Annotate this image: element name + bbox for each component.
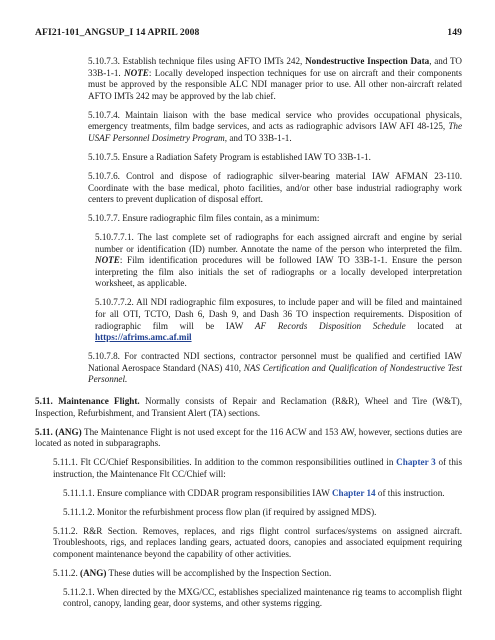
- paragraph-5-11-1: 5.11.1. Flt CC/Chief Responsibilities. In addition to the common responsibilities outlined in Chapter 3 of this instruction, the Maintenance Flt CC/Chief will:: [53, 457, 462, 479]
- paragraph-5-11-2: 5.11.2. R&R Section. Removes, replaces, and rigs flight control surfaces/systems on assigned aircraft. Troubleshoots, rigs, and replaces landing gears, actuated doors, canopies and associated equipment requiring component maintenance beyond the capability of other activities.: [53, 525, 462, 559]
- paragraph-5-10-7-6: 5.10.7.6. Control and dispose of radiographic silver-bearing material IAW AFMAN 23-110. Coordinate with the base medical, photo facilities, and/or other base industrial radiography work centers to prevent duplication of disposal effort.: [88, 170, 462, 205]
- page-number: 149: [447, 27, 462, 38]
- paragraph-5-11-2-1: 5.11.2.1. When directed by the MXG/CC, establishes specialized maintenance rig teams to accomplish flight control, canopy, landing gear, door systems, and other systems rigging.: [63, 586, 462, 609]
- paragraph-5-11: 5.11. Maintenance Flight. Normally consists of Repair and Reclamation (R&R), Wheel and Tire (W&T), Inspection, Refurbishment, and Transient Alert (TA) sections.: [35, 395, 462, 418]
- paragraph-5-11-ang: 5.11. (ANG) The Maintenance Flight is not used except for the 116 ACW and 153 AW, however, sections duties are located as noted in subparagraphs.: [35, 426, 462, 449]
- afrims-link[interactable]: https://afrims.amc.af.mil: [95, 332, 192, 343]
- paragraph-5-10-7-7-2: 5.10.7.7.2. All NDI radiographic film exposures, to include paper and will be filed and maintained for all OTI, TCTO, Dash 6, Dash 9, and Dash 36 TO inspection requirements. Disposition of radiographic film will be IAW AF Records Disposition Schedule located at https://afrims.amc.af.mil: [95, 297, 463, 343]
- document-id: AFI21-101_ANGSUP_I 14 APRIL 2008: [35, 27, 200, 38]
- paragraph-5-10-7-5: 5.10.7.5. Ensure a Radiation Safety Program is established IAW TO 33B-1-1.: [88, 151, 371, 162]
- paragraph-5-11-1-1: 5.11.1.1. Ensure compliance with CDDAR program responsibilities IAW Chapter 14 of this instruction.: [63, 487, 445, 498]
- chapter-14-link[interactable]: Chapter 14: [331, 487, 376, 498]
- paragraph-5-10-7-4: 5.10.7.4. Maintain liaison with the base medical service who provides occupational physicals, emergency treatments, film badge services, and acts as radiographic advisors IAW AFI 48-125, The USAF Personnel Dosimetry Program, and TO 33B-1-1.: [88, 109, 462, 143]
- paragraph-5-11-1-2: 5.11.1.2. Monitor the refurbishment process flow plan (if required by assigned MDS).: [63, 506, 377, 517]
- body-text: [35, 56, 462, 617]
- paragraph-5-10-7-7-1: 5.10.7.7.1. The last complete set of radiographs for each assigned aircraft and engine by serial number or identification (ID) number. Annotate the name of the person who interpreted the film. NOTE: Film identification procedures will be followed IAW TO 33B-1-1. Ensure the person interpreting the film also initials the set of radiographs or a locally developed interpretation worksheet, as applicable.: [95, 232, 462, 289]
- paragraph-5-10-7-7: 5.10.7.7. Ensure radiographic film files contain, as a minimum:: [88, 213, 320, 224]
- paragraph-5-10-7-3: 5.10.7.3. Establish technique files using AFTO IMTs 242, Nondestructive Inspection Data, and TO 33B-1-1. NOTE: Locally developed inspection techniques for use on aircraft and their components must be approved by the responsible ALC NDI manager prior to use. All other non-aircraft related AFTO IMTs 242 may be approved by the lab chief.: [88, 56, 463, 101]
- section-title: Maintenance Flight.: [52, 395, 140, 406]
- paragraph-5-11-2-ang: 5.11.2. (ANG) These duties will be accomplished by the Inspection Section.: [53, 567, 332, 578]
- paragraph-5-10-7-8: 5.10.7.8. For contracted NDI sections, contractor personnel must be qualified and certified IAW National Aerospace Standard (NAS) 410, NAS Certification and Qualification of Nondestructive Test Personnel.: [88, 351, 462, 385]
- chapter-3-link[interactable]: Chapter 3: [396, 457, 436, 468]
- running-header: [35, 27, 462, 38]
- note-label: NOTE: [95, 255, 120, 266]
- note-label: NOTE: [124, 67, 149, 78]
